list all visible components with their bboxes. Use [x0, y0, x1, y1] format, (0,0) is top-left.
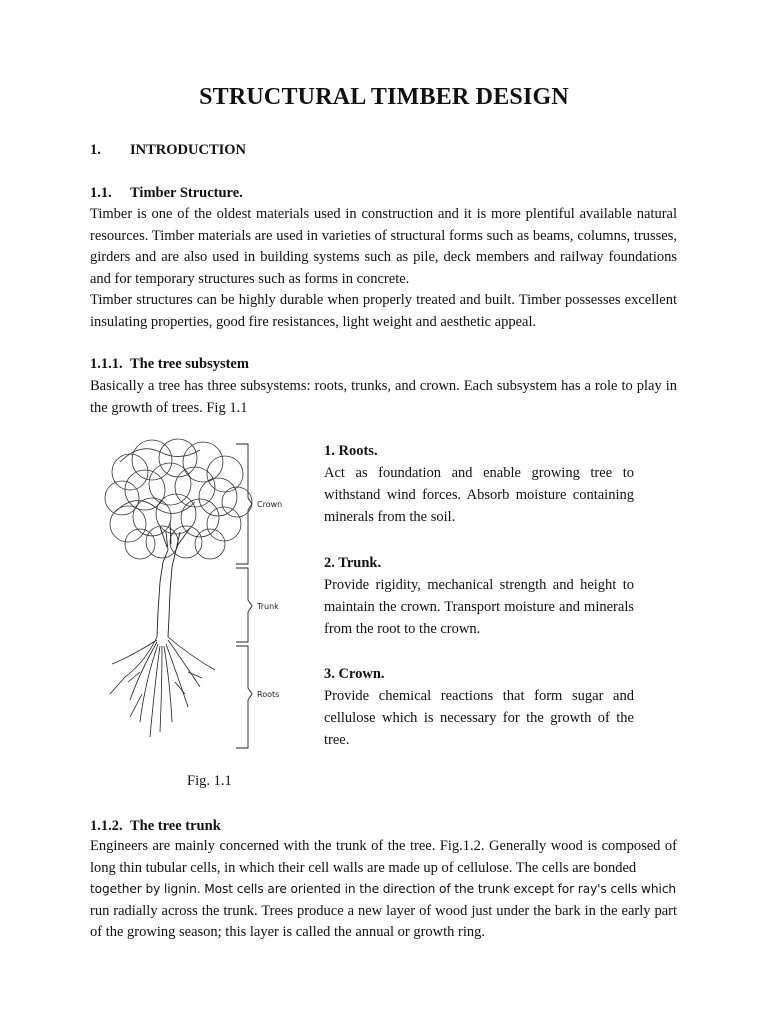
section-title: The tree trunk	[130, 818, 221, 834]
trunk-label: Trunk	[257, 602, 279, 611]
crown-drawing	[105, 439, 252, 559]
page-title: STRUCTURAL TIMBER DESIGN	[199, 84, 569, 110]
roots-label: Roots	[257, 690, 280, 699]
roots-description	[324, 440, 634, 528]
crown-label: Crown	[257, 500, 283, 509]
section-1-1-1-heading	[90, 356, 249, 373]
trunk-description	[324, 552, 634, 640]
section-number: 1.1.1.	[90, 356, 123, 372]
subsystem-text: Provide rigidity, mechanical strength and height to maintain the crown. Transport moisture and minerals from the root to the crown.	[324, 577, 634, 637]
section-number: 1.	[90, 142, 101, 158]
roots-drawing	[110, 637, 215, 737]
section-title: INTRODUCTION	[130, 142, 247, 158]
paragraph-line: run radially across the trunk. Trees produce a new layer of wood just under the bark in the early part of the growing season; this layer is called the annual or growth ring.	[90, 902, 677, 940]
figure-caption: Fig. 1.1	[187, 773, 232, 789]
tree-subsystem-text	[90, 376, 677, 419]
subsystem-heading: 3. Crown.	[324, 666, 385, 682]
crown-description	[324, 663, 634, 751]
section-1-1-heading	[90, 185, 243, 202]
section-number: 1.1.2.	[90, 818, 123, 834]
figure-brackets	[236, 444, 252, 748]
subsystem-text: Provide chemical reactions that form sugar and cellulose which is necessary for the growth of the tree.	[324, 688, 634, 748]
tree-trunk-text	[90, 836, 677, 944]
paragraph-line: Engineers are mainly concerned with the trunk of the tree. Fig.1.2. Generally wood is composed of long thin tubular cells, in which their cell walls are made up of cellulose. The cells are bonded	[90, 838, 677, 876]
subsystem-text: Act as foundation and enable growing tree to withstand wind forces. Absorb moisture containing minerals from the soil.	[324, 465, 634, 525]
section-number: 1.1.	[90, 185, 112, 201]
paragraph: Timber structures can be highly durable when properly treated and built. Timber possesses excellent insulating properties, good fire resistances, light weight and aesthetic appeal.	[90, 292, 677, 330]
paragraph: Timber is one of the oldest materials used in construction and it is more plentiful available natural resources. Timber materials are used in varieties of structural forms such as beams, columns, trusses, girders and are also used in building systems such as pile, deck members and railway foundations and for temporary structures such as forms in concrete.	[90, 206, 677, 287]
paragraph-line: together by lignin. Most cells are oriented in the direction of the trunk except for ray's cells which	[90, 882, 677, 896]
section-1-1-2-heading	[90, 818, 221, 835]
section-1-heading	[90, 142, 246, 159]
timber-structure-text	[90, 204, 677, 333]
subsystem-heading: 2. Trunk.	[324, 555, 382, 571]
trunk-drawing	[157, 522, 190, 637]
paragraph: Basically a tree has three subsystems: roots, trunks, and crown. Each subsystem has a role to play in the growth of trees. Fig 1.1	[90, 378, 677, 416]
tree-figure	[100, 432, 300, 752]
section-title: The tree subsystem	[130, 356, 249, 372]
section-title: Timber Structure.	[130, 185, 243, 201]
subsystem-heading: 1. Roots.	[324, 443, 378, 459]
